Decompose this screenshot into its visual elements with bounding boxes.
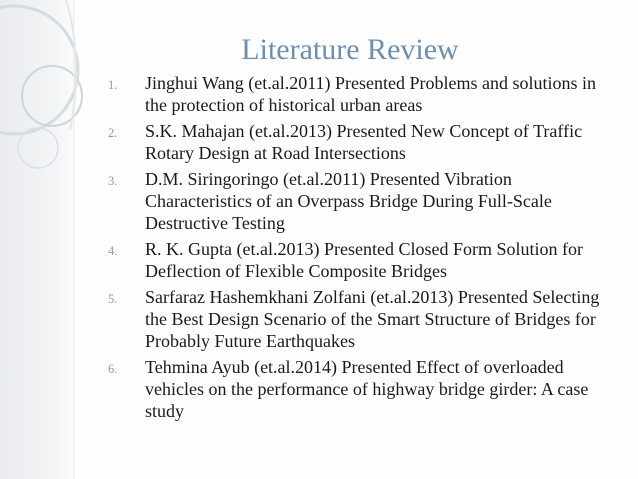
list-item-number: 6. <box>108 362 118 376</box>
list-item-number: 1. <box>108 78 118 92</box>
list-item-text: S.K. Mahajan (et.al.2013) Presented New Concept of Traffic Rotary Design at Road Intersections <box>145 121 583 163</box>
list-item <box>102 120 622 164</box>
small-decorative-ring <box>18 128 58 168</box>
list-item-text: Sarfaraz Hashemkhani Zolfani (et.al.2013) Presented Selecting the Best Design Scenario of the Smart Structure of Bridges for Probably Future Earthquakes <box>145 287 600 351</box>
list-item <box>102 72 622 116</box>
list-item <box>102 168 622 234</box>
list-item-text: D.M. Siringoringo (et.al.2011) Presented Vibration Characteristics of an Overpass Bridge During Full-Scale Destructive Testing <box>145 169 552 233</box>
literature-list <box>102 72 622 426</box>
list-item-number: 3. <box>108 174 118 188</box>
slide-title: Literature Review <box>241 33 459 66</box>
list-item <box>102 286 622 352</box>
list-item <box>102 356 622 422</box>
list-item-text: R. K. Gupta (et.al.2013) Presented Closed Form Solution for Deflection of Flexible Composite Bridges <box>145 239 583 281</box>
list-item-number: 4. <box>108 244 118 258</box>
list-item-number: 5. <box>108 292 118 306</box>
list-item <box>102 238 622 282</box>
list-item-number: 2. <box>108 126 118 140</box>
list-item-text: Tehmina Ayub (et.al.2014) Presented Effect of overloaded vehicles on the performance of highway bridge girder: A case study <box>145 357 589 421</box>
list-item-text: Jinghui Wang (et.al.2011) Presented Problems and solutions in the protection of historical urban areas <box>145 73 597 115</box>
